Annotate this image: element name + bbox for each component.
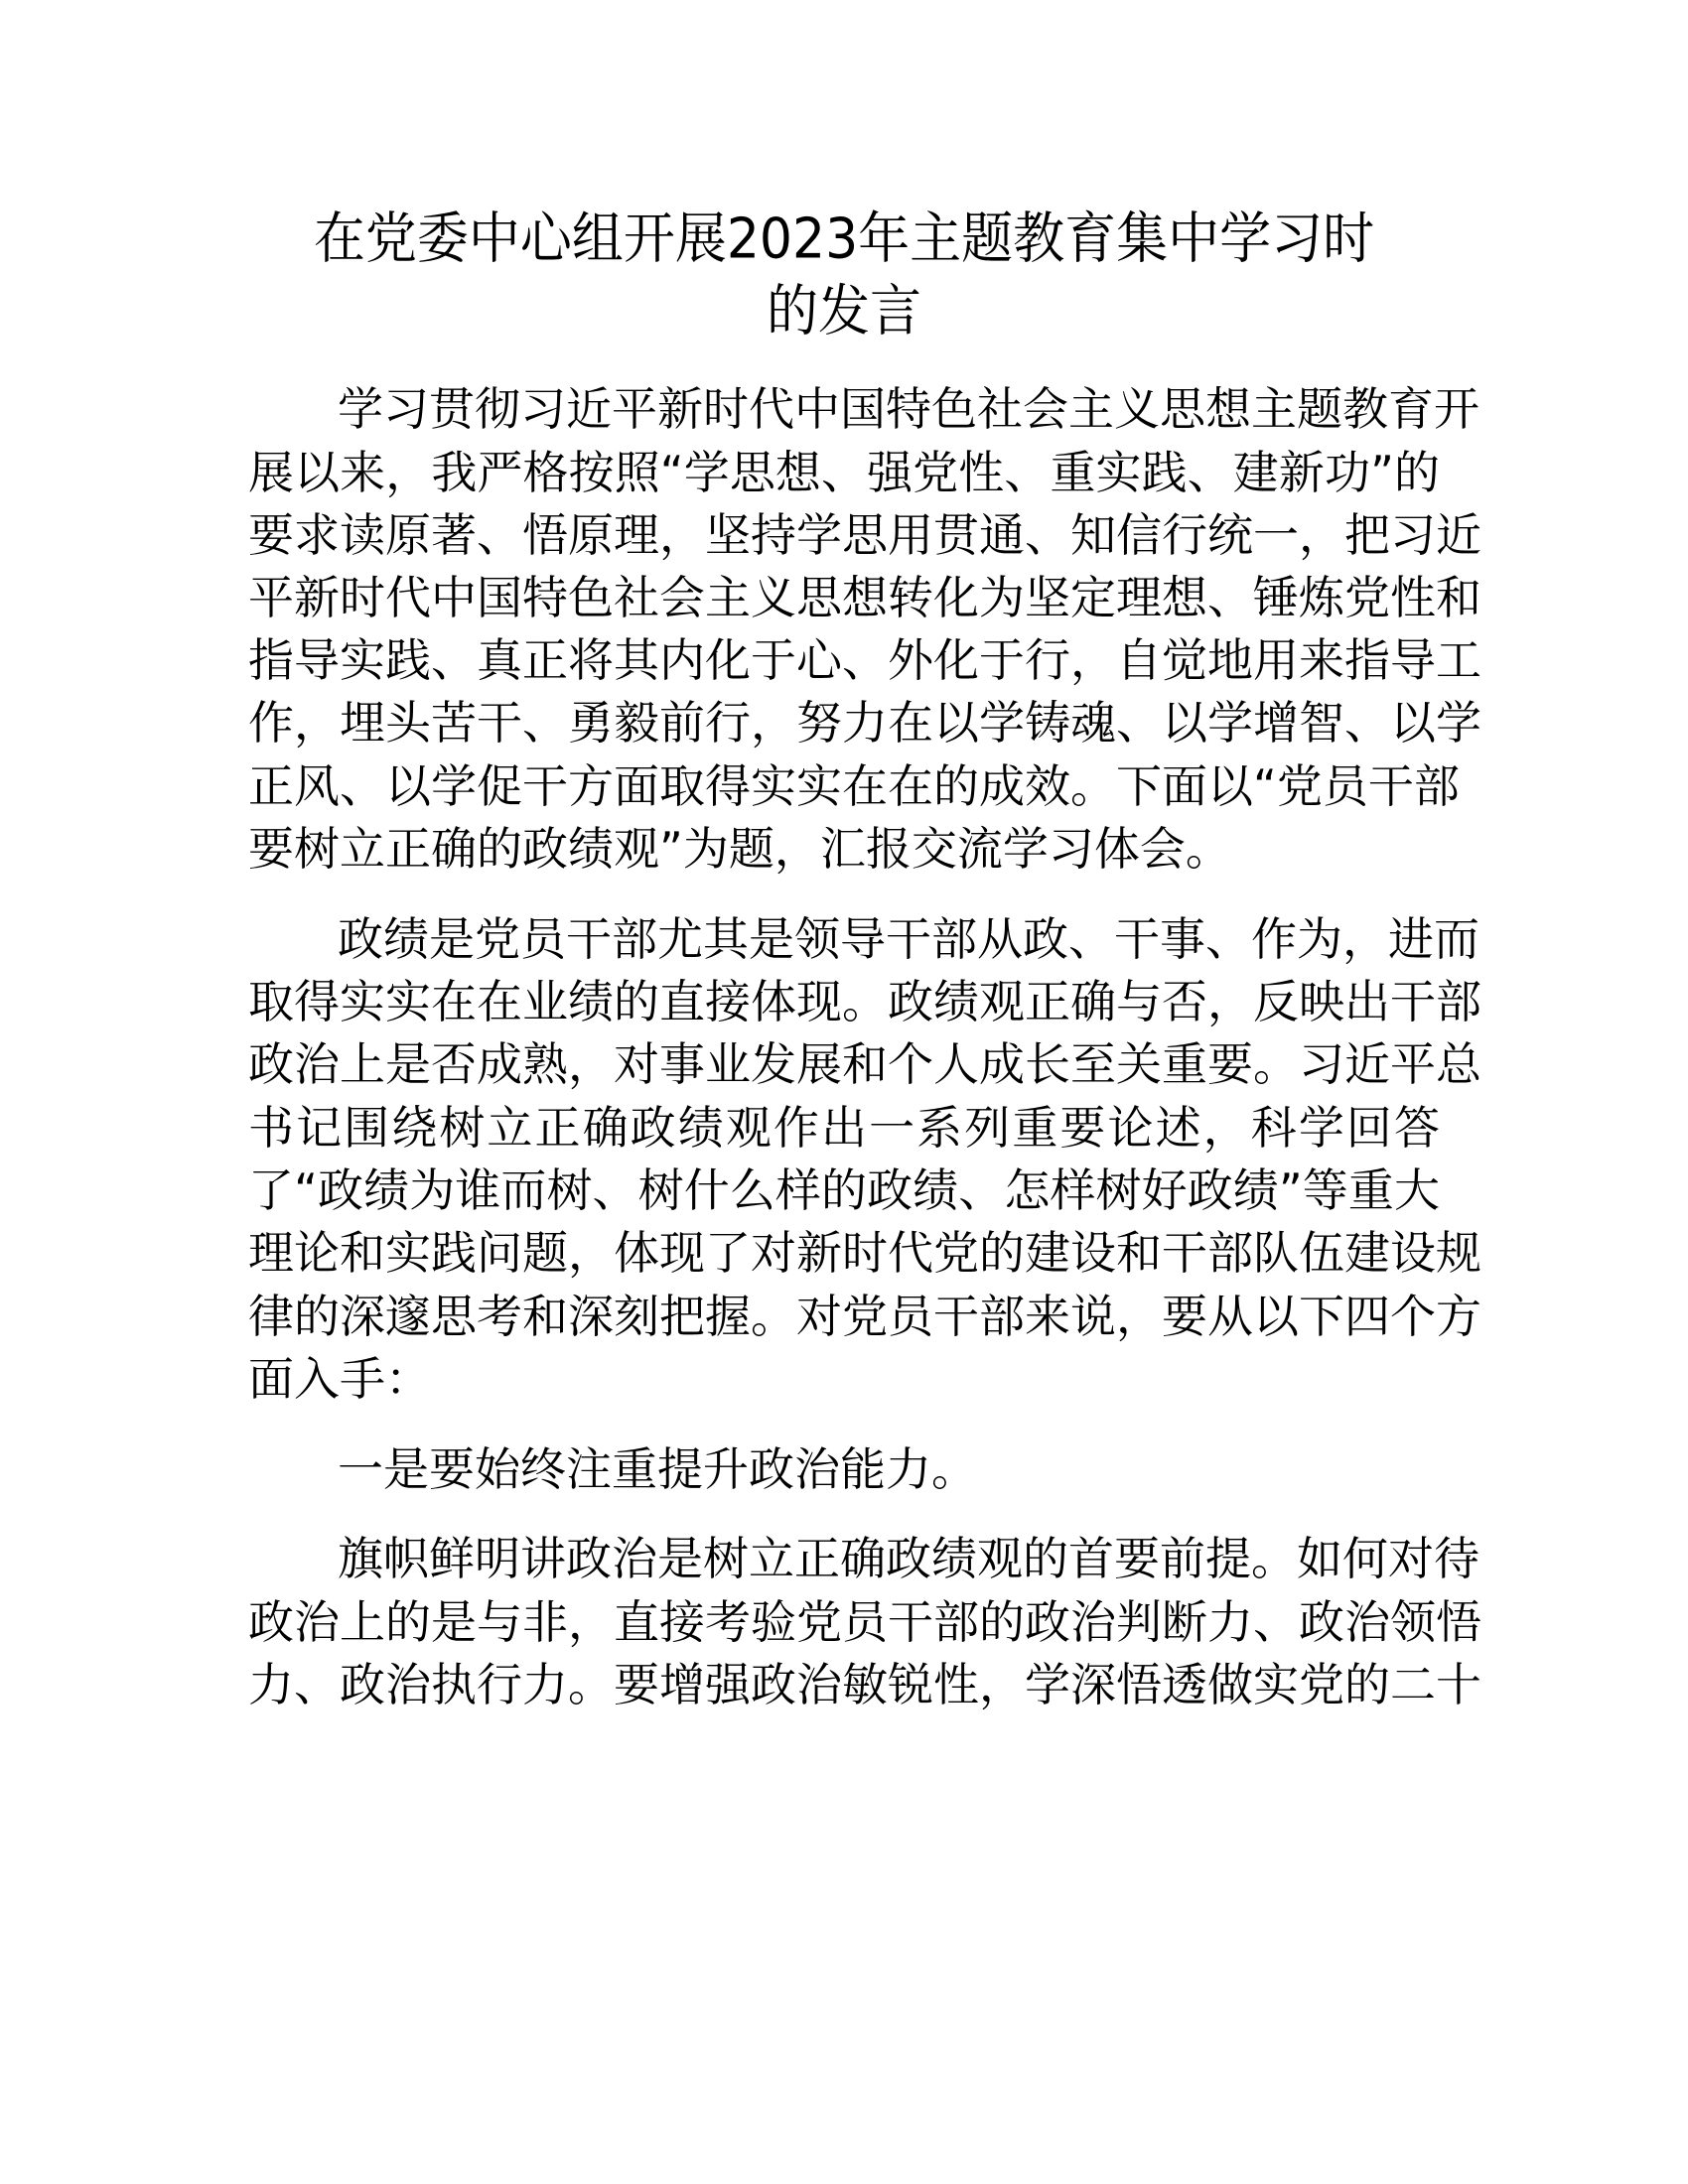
paragraph-2-line-3: 政治上是否成熟，对事业发展和个人成长至关重要。习近平总: [248, 1037, 1481, 1091]
paragraph-2-line-7: 律的深邃思考和深刻把握。对党员干部来说，要从以下四个方: [248, 1290, 1481, 1343]
paragraph-1-line-3: 要求读原著、悟原理，坚持学思用贯通、知信行统一，把习近: [248, 508, 1481, 562]
paragraph-2-line-5: 了“政绩为谁而树、树什么样的政绩、怎样树好政绩”等重大: [248, 1163, 1440, 1217]
paragraph-3-line-3: 力、政治执行力。要增强政治敏锐性，学深悟透做实党的二十: [248, 1658, 1481, 1711]
paragraph-1-line-4: 平新时代中国特色社会主义思想转化为坚定理想、锤炼党性和: [248, 571, 1481, 624]
document-title-line-2: 的发言: [766, 279, 921, 344]
paragraph-3-line-2: 政治上的是与非，直接考验党员干部的政治判断力、政治领悟: [248, 1595, 1481, 1649]
paragraph-1-line-2: 展以来，我严格按照“学思想、强党性、重实践、建新功”的: [248, 446, 1440, 499]
document-title-line-1: 在党委中心组开展2023年主题教育集中学习时: [313, 206, 1375, 272]
paragraph-2-line-4: 书记围绕树立正确政绩观作出一系列重要论述，科学回答: [248, 1101, 1440, 1155]
paragraph-2-line-8: 面入手：: [248, 1352, 431, 1406]
paragraph-3-line-1: 旗帜鲜明讲政治是树立正确政绩观的首要前提。如何对待: [338, 1532, 1479, 1585]
paragraph-1-line-6: 作，埋头苦干、勇毅前行，努力在以学铸魂、以学增智、以学: [248, 696, 1481, 750]
paragraph-1-line-5: 指导实践、真正将其内化于心、外化于行，自觉地用来指导工: [248, 633, 1481, 687]
paragraph-1-line-1: 学习贯彻习近平新时代中国特色社会主义思想主题教育开: [338, 382, 1479, 436]
paragraph-1-line-7: 正风、以学促干方面取得实实在在的成效。下面以“党员干部: [248, 759, 1460, 813]
paragraph-2-line-6: 理论和实践问题，体现了对新时代党的建设和干部队伍建设规: [248, 1226, 1481, 1280]
paragraph-2-line-2: 取得实实在在业绩的直接体现。政绩观正确与否，反映出干部: [248, 975, 1481, 1028]
section-heading-1: 一是要始终注重提升政治能力。: [338, 1442, 977, 1496]
paragraph-1-line-8: 要树立正确的政绩观”为题，汇报交流学习体会。: [248, 822, 1231, 876]
paragraph-2-line-1: 政绩是党员干部尤其是领导干部从政、干事、作为，进而: [338, 912, 1479, 966]
